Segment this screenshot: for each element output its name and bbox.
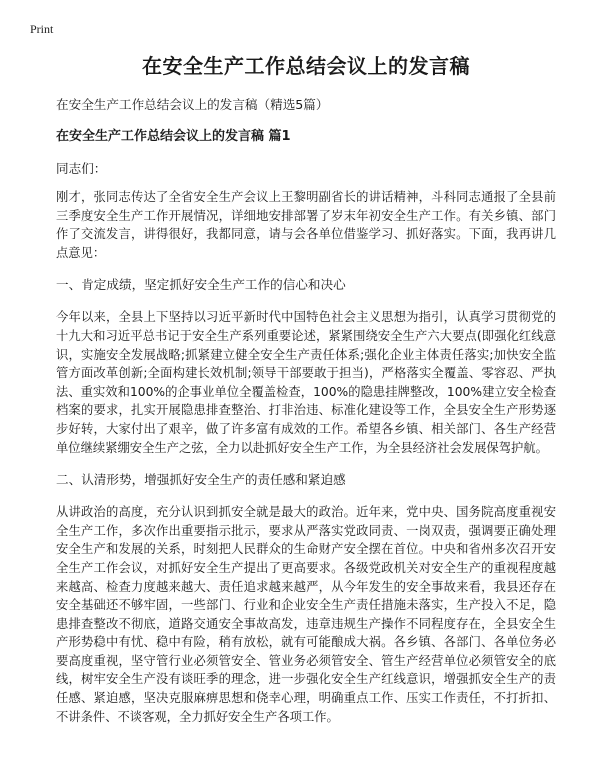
- page-title: 在安全生产工作总结会议上的发言稿: [142, 54, 470, 78]
- point-heading-2: 二、认清形势，增强抓好安全生产的责任感和紧迫感: [56, 472, 346, 488]
- section-heading: 在安全生产工作总结会议上的发言稿 篇1: [56, 129, 291, 144]
- paragraph-intro: 刚才，张同志传达了全省安全生产会议上王黎明副省长的讲话精神，斗科同志通报了全县前三季度安全生产工作开展情况，详细地安排部署了岁末年初安全生产工作。有关乡镇、部门作了交流发言，讲得很好，我都同意，请与会各单位借鉴学习、抓好落实。下面，我再讲几点意见：: [56, 190, 556, 260]
- point-heading-1: 一、肯定成绩，坚定抓好安全生产工作的信心和决心: [56, 277, 346, 293]
- print-link[interactable]: Print: [30, 22, 54, 36]
- greeting-text: 同志们：: [56, 161, 107, 176]
- paragraph-situation: 从讲政治的高度，充分认识到抓安全就是最大的政治。近年来，党中央、国务院高度重视安全生产工作，多次作出重要指示批示，要求从严落实党政同责、一岗双责，强调要正确处理安全生产和发展的关系，时刻把人民群众的生命财产安全摆在首位。中央和省州多次召开安全生产工作会议，对抓好安全生产提出了更高要求。各级党政机关对安全生产的重视程度越来越高、检查力度越来越大、责任追求越来越严，从今年发生的安全事故来看，我县还存在安全基础还不够牢固，一些部门、行业和企业安全生产责任措施未落实，生产投入不足，隐患排查整改不彻底，道路交通安全事故高发，违章违规生产操作不同程度存在，全县安全生产形势稳中有忧、稳中有险，稍有放松，就有可能酿成大祸。各乡镇、各部门、各单位务必要高度重视，坚守管行业必须管安全、管业务必须管安全、管生产经营单位必须管安全的底线，树牢安全生产没有谈旺季的理念，进一步强化安全生产红线意识，增强抓安全生产的责任感、紧迫感，坚决克服麻痹思想和侥幸心理，明确重点工作、压实工作责任，不打折扣、不讲条件、不谈客观，全力抓好安全生产各项工作。: [56, 505, 556, 724]
- paragraph-achievements: 今年以来，全县上下坚持以习近平新时代中国特色社会主义思想为指引，认真学习贯彻党的十九大和习近平总书记于安全生产系列重要论述，紧紧围绕安全生产六大要点(即强化红线意识，实施安全发展战略;抓紧建立健全安全生产责任体系;强化企业主体责任落实;加快安全监管方面改革创新;全面构建长效机制;领导干部要敢于担当)，严格落实全覆盖、零容忍、严执法、重实效和100%的企事业单位全覆盖检查，100%的隐患挂牌整改，100%建立安全检查档案的要求，扎实开展隐患排查整治、打非治违、标准化建设等工作，全县安全生产形势逐步好转，大家付出了艰辛，做了许多富有成效的工作。希望各乡镇、相关部门、各生产经营单位继续紧绷安全生产之弦，全力以赴抓好安全生产工作，为全县经济社会发展保驾护航。: [56, 310, 556, 455]
- document-subtitle: 在安全生产工作总结会议上的发言稿（精选5篇）: [56, 97, 329, 112]
- document-body: [56, 50, 556, 726]
